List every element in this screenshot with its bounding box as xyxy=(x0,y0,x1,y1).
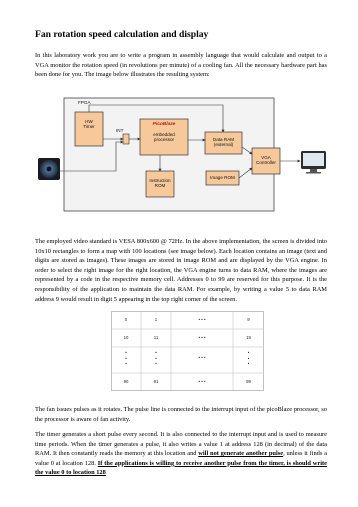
page-title: Fan rotation speed calculation and display xyxy=(35,29,209,40)
grid-cell-9: 9 xyxy=(247,317,250,322)
data-ram-label: Data RAM (external) xyxy=(212,137,235,148)
grid-vdots-col3: • • • xyxy=(247,350,250,366)
timer-paragraph: The timer generates a short pulse every second. It is also connected to the interrupt input and is used to measure time periods. When the timer generates a pulse, it also writes a value 1 at address 128 (in decimal) of the data RAM. It then constantly reads the memory at this location and will not generate another pulse, unless it finds a value 0 at location 128. If the applications is willing to receive another pulse from the timer, is should write the value 0 to location 128 xyxy=(35,431,327,477)
grid-dots-row2: • • • xyxy=(198,335,206,340)
int-box xyxy=(123,134,129,144)
grid-cell-10: 10 xyxy=(123,335,129,340)
grid-cell-0: 0 xyxy=(124,317,128,322)
diagram-drawing xyxy=(38,92,328,216)
emphasis-write-zero: If the applications is willing to receive another pulse from the timer, is should write the value 0 to location 128 xyxy=(35,459,327,477)
grid-cell-19: 19 xyxy=(246,335,251,340)
fan-icon xyxy=(38,158,60,180)
grid-vdots-col1: • • • xyxy=(125,350,127,366)
image-rom-label: Image ROM xyxy=(210,175,235,180)
instruction-rom-label: Instruction ROM xyxy=(149,178,171,189)
vga-controller-label: VGA Controller xyxy=(256,155,276,166)
grid-vdots-col2: • • • xyxy=(155,350,157,366)
emphasis-no-pulse: will not generate another pulse xyxy=(198,450,284,458)
grid-cell-11: 11 xyxy=(153,335,159,340)
grid-dots-row4: • • • xyxy=(198,379,206,384)
fan-paragraph: The fan issues pulses as it rotates. The pulse line is connected to the interrupt input of the picoBlaze processor, so the processor is aware of fan activity. xyxy=(35,406,327,423)
grid-dots-row1: • • • xyxy=(198,317,206,322)
grid-cell-1: 1 xyxy=(154,317,158,322)
picoblaze-brand: PicoBlaze xyxy=(152,122,176,127)
video-standard-paragraph: The employed video standard is VESA 800x600 @ 72Hz. In the above implementation, the screen is divided into 10x10 rectangles to form a map with 100 locations (see image below). Each location contains an image (text and digits are stored as images). These images are stored in image ROM and are displayed by the VGA engine. In order to select the right image for the right location, the VGA engine turns to data RAM, where the images are represented by a code in the respective memory cell. Addresses 0 to 99 are reserved for this purpose. It is the responsibility of the application to maintain the data RAM. For example, by writing a value 5 to data RAM address 9 would result in digit 5 appearing in the top right corner of the screen. xyxy=(35,238,327,303)
int-label: INT xyxy=(116,128,124,133)
grid-diag-dots: • • • xyxy=(198,355,206,360)
grid-cell-99: 99 xyxy=(246,379,251,384)
system-block-diagram xyxy=(38,92,328,216)
screen-grid-figure xyxy=(111,311,264,391)
fpga-label: FPGA xyxy=(78,100,91,105)
processor-label: embedded processor xyxy=(153,132,175,143)
intro-paragraph: In this laboratory work you are to write a program in assembly language that would calculate and output to a VGA monitor the rotation speed (in revolutions per minute) of a cooling fan. All the necessary hardware part has been done for you. The image below illustrates the resulting system: xyxy=(35,52,327,79)
grid-cell-90: 90 xyxy=(123,379,129,384)
hw-timer-label: HW Timer xyxy=(83,119,95,130)
monitor-icon xyxy=(301,151,326,174)
grid-cell-91: 91 xyxy=(153,379,159,384)
